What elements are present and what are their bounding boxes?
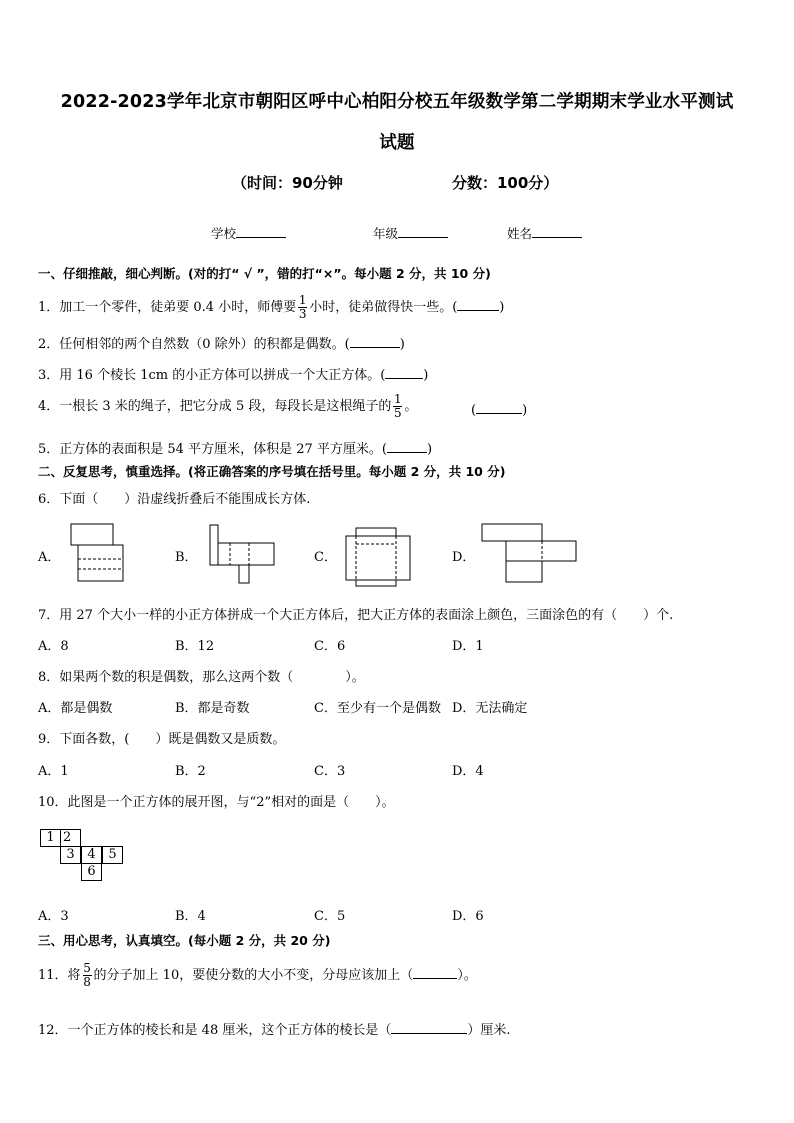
q4-answer bbox=[471, 401, 527, 418]
q9-option-d[interactable]: D．4 bbox=[452, 764, 484, 779]
q7-option-c[interactable]: C．6 bbox=[314, 639, 346, 654]
q11-text: 11．将 bbox=[38, 968, 81, 983]
q7-option-a[interactable]: A．8 bbox=[38, 639, 69, 654]
question-8: 8．如果两个数的积是偶数，那么这两个数（ ）。 bbox=[38, 670, 365, 685]
q10-option-b[interactable]: B．4 bbox=[175, 909, 206, 924]
q10-face-5: 5 bbox=[102, 846, 123, 864]
grade-field[interactable] bbox=[373, 224, 448, 242]
question-10: 10．此图是一个正方体的展开图，与“2”相对的面是（ ）。 bbox=[38, 795, 395, 810]
q9-option-c[interactable]: C．3 bbox=[314, 764, 346, 779]
section2-heading: 二、反复思考，慎重选择。(将正确答案的序号填在括号里。每小题 2 分，共 10 分) bbox=[38, 464, 506, 479]
question-7: 7．用 27 个大小一样的小正方体拼成一个大正方体后，把大正方体的表面涂上颜色，三面涂色的有（ ）个. bbox=[38, 608, 674, 623]
q4-paren-close: ) bbox=[522, 403, 528, 418]
page-title-cont: 试题 bbox=[379, 133, 415, 153]
school-label: 学校 bbox=[211, 226, 237, 241]
q8-option-b[interactable]: B．都是奇数 bbox=[175, 701, 250, 716]
q12-text: 12．一个正方体的棱长和是 48 厘米，这个正方体的棱长是（ bbox=[38, 1023, 392, 1038]
question-1 bbox=[38, 294, 504, 321]
q2-text: 2．任何相邻的两个自然数（0 除外）的积都是偶数。( bbox=[38, 337, 350, 352]
q8-option-d[interactable]: D．无法确定 bbox=[452, 701, 528, 716]
q12-paren: ）厘米. bbox=[467, 1023, 511, 1038]
q1-answer-blank[interactable] bbox=[457, 298, 499, 311]
q6-option-b-net bbox=[206, 523, 278, 585]
q1-paren: ) bbox=[499, 300, 505, 315]
q1-text: 1．加工一个零件，徒弟要 0.4 小时，师傅要 bbox=[38, 300, 297, 315]
q6-option-c-label[interactable]: C． bbox=[314, 550, 337, 565]
q11-fraction: $\frac{5}{8}$ bbox=[83, 961, 91, 989]
q3-answer-blank[interactable] bbox=[385, 366, 423, 379]
q10-option-c[interactable]: C．5 bbox=[314, 909, 346, 924]
exam-time: （时间：90分钟 bbox=[232, 174, 343, 192]
q6-option-c-net bbox=[344, 526, 414, 588]
q4-text: 4．一根长 3 米的绳子，把它分成 5 段，每段长是这根绳子的 bbox=[38, 399, 392, 414]
q7-option-d[interactable]: D．1 bbox=[452, 639, 484, 654]
question-4 bbox=[38, 393, 417, 420]
q8-option-a[interactable]: A．都是偶数 bbox=[38, 701, 113, 716]
q3-text: 3．用 16 个棱长 1cm 的小正方体可以拼成一个大正方体。( bbox=[38, 368, 386, 383]
q10-face-3: 3 bbox=[60, 846, 81, 864]
q10-face-4: 4 bbox=[81, 846, 102, 864]
name-blank[interactable] bbox=[532, 225, 582, 238]
question-9: 9．下面各数，( ）既是偶数又是质数。 bbox=[38, 732, 286, 747]
question-5 bbox=[38, 438, 432, 457]
q12-answer-blank[interactable] bbox=[391, 1021, 467, 1034]
q10-option-d[interactable]: D．6 bbox=[452, 909, 484, 924]
q6-option-b-label[interactable]: B． bbox=[175, 550, 198, 565]
question-6: 6．下面（ ）沿虚线折叠后不能围成长方体. bbox=[38, 492, 311, 507]
question-11 bbox=[38, 962, 477, 989]
q10-face-2: 2 bbox=[60, 829, 81, 847]
q5-paren: ) bbox=[426, 442, 433, 457]
grade-label: 年级 bbox=[373, 226, 399, 241]
name-label: 姓名 bbox=[507, 226, 533, 241]
name-field[interactable] bbox=[507, 224, 582, 242]
q4-fraction: $\frac{1}{5}$ bbox=[394, 392, 402, 420]
q6-option-a-net bbox=[68, 521, 126, 585]
q10-face-6: 6 bbox=[81, 863, 102, 881]
school-blank[interactable] bbox=[236, 225, 286, 238]
q6-option-d-net bbox=[480, 522, 580, 586]
q11-text-b: 的分子加上 10，要使分数的大小不变，分母应该加上（ bbox=[93, 968, 414, 983]
q2-paren: ) bbox=[399, 337, 405, 352]
q3-paren: ) bbox=[423, 368, 429, 383]
q6-option-d-label[interactable]: D． bbox=[452, 550, 476, 565]
page-title: 2022-2023学年北京市朝阳区呼中心柏阳分校五年级数学第二学期期末学业水平测试 bbox=[60, 92, 734, 112]
q11-paren: ）。 bbox=[457, 968, 477, 983]
question-3 bbox=[38, 364, 428, 383]
q1-fraction: $\frac{1}{3}$ bbox=[298, 293, 307, 321]
q4-text-b: 。 bbox=[404, 399, 418, 414]
q6-option-a-label[interactable]: A． bbox=[38, 550, 61, 565]
section1-heading: 一、仔细推敲，细心判断。(对的打“ √ ”，错的打“×”。每小题 2 分，共 10 分) bbox=[38, 266, 491, 281]
q5-text: 5．正方体的表面积是 54 平方厘米，体积是 27 平方厘米。( bbox=[38, 442, 387, 457]
q1-text-b: 小时，徒弟做得快一些。( bbox=[309, 300, 458, 315]
q8-option-c[interactable]: C．至少有一个是偶数 bbox=[314, 701, 441, 716]
q10-option-a[interactable]: A．3 bbox=[38, 909, 69, 924]
q10-face-1: 1 bbox=[40, 829, 61, 847]
q9-option-a[interactable]: A．1 bbox=[38, 764, 69, 779]
school-field[interactable] bbox=[211, 224, 286, 242]
q4-answer-blank[interactable] bbox=[476, 401, 522, 414]
question-2 bbox=[38, 333, 405, 352]
question-12 bbox=[38, 1019, 511, 1038]
q5-answer-blank[interactable] bbox=[387, 440, 427, 453]
section3-heading: 三、用心思考，认真填空。(每小题 2 分，共 20 分) bbox=[38, 933, 331, 948]
q7-option-b[interactable]: B．12 bbox=[175, 639, 215, 654]
q2-answer-blank[interactable] bbox=[350, 335, 400, 348]
exam-score: 分数：100分） bbox=[452, 174, 559, 192]
q9-option-b[interactable]: B．2 bbox=[175, 764, 206, 779]
q11-answer-blank[interactable] bbox=[413, 966, 457, 979]
q4-paren-open: ( bbox=[471, 403, 477, 418]
grade-blank[interactable] bbox=[398, 225, 448, 238]
